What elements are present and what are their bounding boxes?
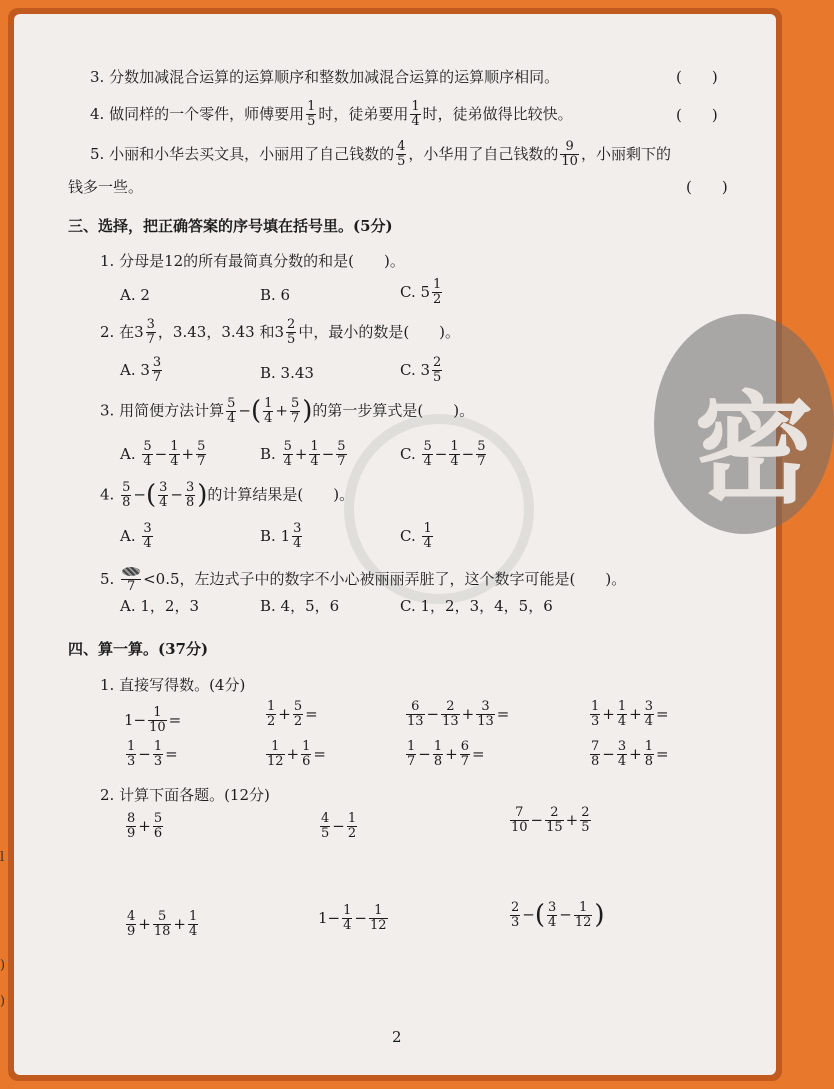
choice-q4-a[interactable]: A. $\frac{3}{4}$ bbox=[120, 521, 152, 552]
compute-1: $\frac{8}{9}$ + $\frac{5}{6}$ bbox=[127, 811, 163, 842]
edge-mark-2: ) bbox=[0, 958, 6, 973]
compute-2: $\frac{4}{5}$ − $\frac{1}{2}$ bbox=[321, 811, 357, 842]
answer-paren-4[interactable]: ( ) bbox=[676, 106, 718, 124]
secret-seal: 密 bbox=[654, 314, 834, 534]
choice-q5-b[interactable]: B. 4，5，6 bbox=[260, 597, 340, 615]
calc-6: $\frac{1}{12}$ + $\frac{1}{6}$ = bbox=[267, 739, 326, 770]
section-3-title: 三、选择，把正确答案的序号填在括号里。(5分) bbox=[68, 217, 393, 235]
choice-q2-c[interactable]: C. 3 $\frac{2}{5}$ bbox=[400, 355, 442, 386]
choice-q4-b[interactable]: B. 1 $\frac{3}{4}$ bbox=[260, 521, 302, 552]
choice-q2: 2. 在3 $\frac{3}{7}$ ，3.43，3.4̇3 和3 $\frac{2}{5}$ 中，最小的数是( )。 bbox=[100, 317, 461, 348]
choice-q4-c[interactable]: C. $\frac{1}{4}$ bbox=[400, 521, 432, 552]
choice-q3-c[interactable]: C. $\frac{5}{4}$ − $\frac{1}{4}$ − $\frac{5}{7}$ bbox=[400, 439, 486, 470]
page-number: 2 bbox=[392, 1028, 402, 1046]
compute-5: 1− $\frac{1}{4}$ − $\frac{1}{12}$ bbox=[318, 903, 387, 934]
judge-item-4: 4. 做同样的一个零件，师傅要用 $\frac{1}{5}$ 时，徒弟要用 $\frac{1}{4}$ 时，徒弟做得比较快。 bbox=[90, 99, 573, 130]
sec4-part1-title: 1. 直接写得数。(4分) bbox=[100, 676, 246, 694]
compute-3: $\frac{7}{10}$ − $\frac{2}{15}$ + $\frac{2}{5}$ bbox=[511, 805, 590, 836]
choice-q2-b[interactable]: B. 3.43 bbox=[260, 364, 314, 382]
calc-8: $\frac{7}{8}$ − $\frac{3}{4}$ + $\frac{1}{8}$ = bbox=[591, 739, 669, 770]
calc-1: 1− $\frac{1}{10}$ = bbox=[124, 705, 182, 736]
choice-q1-b[interactable]: B. 6 bbox=[260, 286, 291, 304]
edge-mark-3: ) bbox=[0, 994, 6, 1009]
compute-4: $\frac{4}{9}$ + $\frac{5}{18}$ + $\frac{1}{4}$ bbox=[127, 909, 198, 940]
compute-6: $\frac{2}{3}$ −( $\frac{3}{4}$ − $\frac{1}{12}$ ) bbox=[511, 899, 605, 931]
calc-7: $\frac{1}{7}$ − $\frac{1}{8}$ + $\frac{6}{7}$ = bbox=[407, 739, 485, 770]
choice-q3-b[interactable]: B. $\frac{5}{4}$ + $\frac{1}{4}$ − $\frac{5}{7}$ bbox=[260, 439, 346, 470]
choice-q5: 5. 7 <0.5，左边式子中的数字不小心被丽丽弄脏了，这个数字可能是( )。 bbox=[100, 565, 626, 595]
choice-q1-c[interactable]: C. 5 $\frac{1}{2}$ bbox=[400, 277, 442, 308]
choice-q1: 1. 分母是12的所有最简真分数的和是( )。 bbox=[100, 252, 405, 270]
judge-item-5: 5. 小丽和小华去买文具，小丽用了自己钱数的 $\frac{4}{5}$ ，小华用了自己钱数的 $\frac{9}{10}$ ，小丽剩下的 bbox=[90, 139, 671, 170]
calc-4: $\frac{1}{3}$ + $\frac{1}{4}$ + $\frac{3}{4}$ = bbox=[591, 699, 669, 730]
choice-q3: 3. 用简便方法计算 $\frac{5}{4}$ −( $\frac{1}{4}$ + $\frac{5}{7}$ )的第一步算式是( )。 bbox=[100, 395, 475, 427]
choice-q1-a[interactable]: A. 2 bbox=[120, 286, 150, 304]
sec4-part2-title: 2. 计算下面各题。(12分) bbox=[100, 786, 270, 804]
answer-paren-5[interactable]: ( ) bbox=[686, 178, 728, 196]
choice-q5-a[interactable]: A. 1，2，3 bbox=[120, 597, 199, 615]
judge-item-3: 3. 分数加减混合运算的运算顺序和整数加减混合运算的运算顺序相同。 bbox=[90, 68, 560, 86]
smudge-blot bbox=[122, 567, 140, 576]
choice-q5-c[interactable]: C. 1，2，3，4，5，6 bbox=[400, 597, 553, 615]
answer-paren-3[interactable]: ( ) bbox=[676, 68, 718, 86]
choice-q3-a[interactable]: A. $\frac{5}{4}$ − $\frac{1}{4}$ + $\frac{5}{7}$ bbox=[120, 439, 206, 470]
edge-mark-1: l bbox=[0, 850, 5, 865]
calc-3: $\frac{6}{13}$ − $\frac{2}{13}$ + $\frac{3}{13}$ = bbox=[407, 699, 510, 730]
calc-5: $\frac{1}{3}$ − $\frac{1}{3}$ = bbox=[127, 739, 178, 770]
choice-q2-a[interactable]: A. 3 $\frac{3}{7}$ bbox=[120, 355, 162, 386]
judge-item-5-cont: 钱多一些。 bbox=[68, 178, 144, 196]
choice-q4: 4. $\frac{5}{8}$ −( $\frac{3}{4}$ − $\frac{3}{8}$ )的计算结果是( )。 bbox=[100, 479, 355, 511]
section-4-title: 四、算一算。(37分) bbox=[68, 640, 209, 658]
calc-2: $\frac{1}{2}$ + $\frac{5}{2}$ = bbox=[267, 699, 318, 730]
